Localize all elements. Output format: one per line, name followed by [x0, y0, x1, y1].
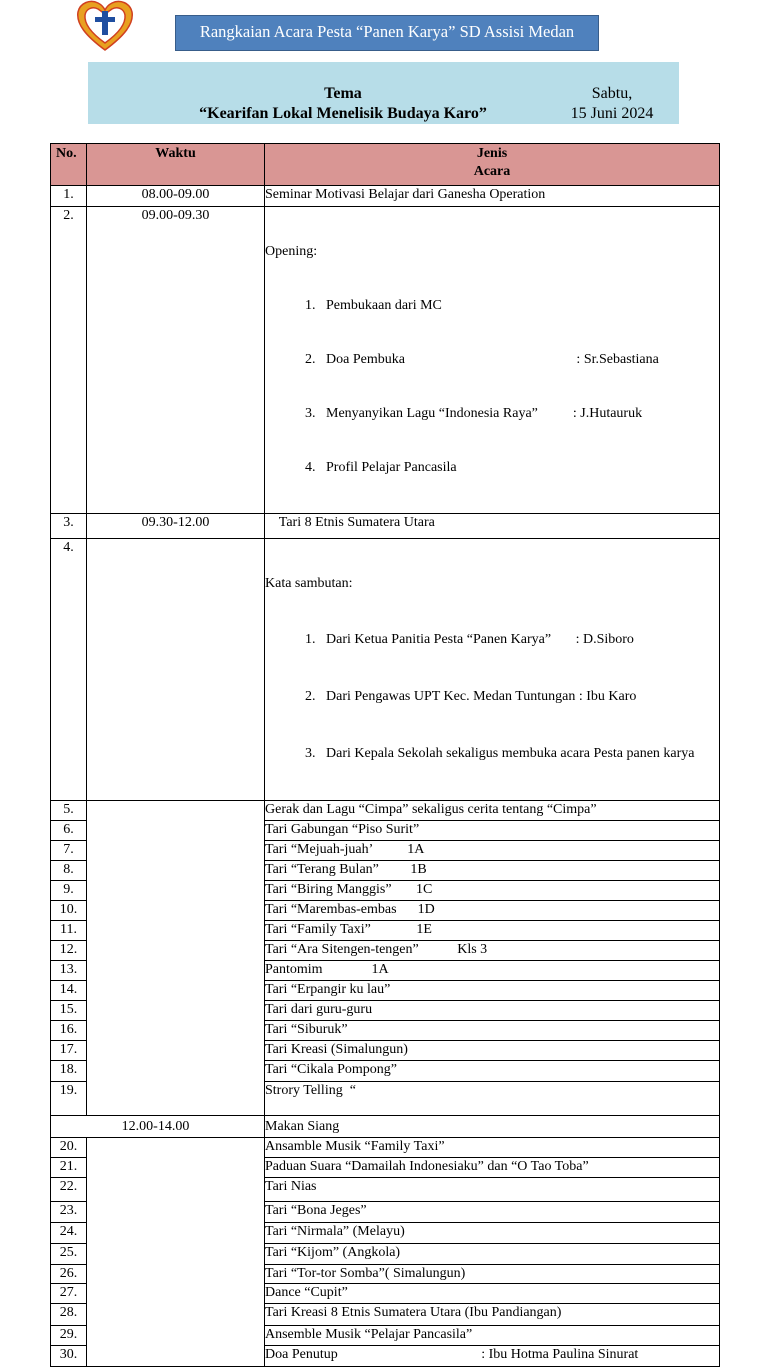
row-activity: Tari “Siburuk”: [265, 1021, 720, 1041]
row-number: 29.: [51, 1326, 87, 1346]
row-number: 4.: [51, 539, 87, 801]
row-activity: Strory Telling “: [265, 1082, 720, 1116]
activity-heading: Kata sambutan:: [265, 576, 353, 591]
table-row: [51, 186, 720, 207]
row-activity: Doa Penutup : Ibu Hotma Paulina Sinurat: [265, 1346, 720, 1367]
row-activity: Tari “Erpangir ku lau”: [265, 981, 720, 1001]
row-time: [87, 801, 265, 1116]
theme-text: “Kearifan Lokal Menelisik Budaya Karo”: [199, 105, 487, 122]
row-activity: Tari “Marembas-embas 1D: [265, 901, 720, 921]
sub-item: 3. Menyanyikan Lagu “Indonesia Raya” : J.Hutauruk: [305, 406, 643, 421]
row-activity: Tari Kreasi 8 Etnis Sumatera Utara (Ibu Pandiangan): [265, 1304, 720, 1326]
event-day: Sabtu,: [591, 85, 633, 102]
lunch-time: 12.00-14.00: [121, 1119, 190, 1134]
row-activity: Tari “Nirmala” (Melayu): [265, 1223, 720, 1244]
row-activity: Tari “Kijom” (Angkola): [265, 1244, 720, 1265]
table-row: [51, 1138, 720, 1158]
row-activity: Ansemble Musik “Pelajar Pancasila”: [265, 1326, 720, 1346]
sub-item: 3. Dari Kepala Sekolah sekaligus membuka acara Pesta panen karya: [305, 746, 695, 761]
table-row: [51, 539, 720, 801]
row-activity: [265, 207, 720, 514]
event-date-block: [556, 84, 668, 124]
schedule-table: [50, 143, 720, 1367]
row-number: 23.: [51, 1202, 87, 1223]
column-header-waktu: Waktu: [87, 144, 265, 186]
row-number: 5.: [51, 801, 87, 821]
row-number: 20.: [51, 1138, 87, 1158]
row-number: 22.: [51, 1178, 87, 1202]
row-number: 1.: [51, 186, 87, 207]
row-time: 09.00-09.30: [87, 207, 265, 514]
column-header-no: No.: [51, 144, 87, 186]
row-activity: Tari “Terang Bulan” 1B: [265, 861, 720, 881]
sub-item: 2. Doa Pembuka : Sr.Sebastiana: [305, 352, 659, 367]
row-number: 6.: [51, 821, 87, 841]
row-activity: Dance “Cupit”: [265, 1284, 720, 1304]
activity-heading: Opening:: [265, 244, 318, 259]
sub-item: 1. Dari Ketua Panitia Pesta “Panen Karya” : D.Siboro: [305, 632, 634, 647]
row-number: 2.: [51, 207, 87, 514]
row-number: 26.: [51, 1265, 87, 1284]
row-number: 30.: [51, 1346, 87, 1367]
row-number: 18.: [51, 1061, 87, 1082]
row-activity: Makan Siang: [265, 1116, 720, 1138]
table-row: [51, 207, 720, 514]
theme-banner: [88, 62, 679, 124]
row-number: 15.: [51, 1001, 87, 1021]
row-activity: Tari “Ara Sitengen-tengen” Kls 3: [265, 941, 720, 961]
row-number: 3.: [51, 514, 87, 539]
theme-label: Tema: [324, 85, 362, 102]
row-number: 16.: [51, 1021, 87, 1041]
theme-block: [88, 84, 598, 124]
row-activity: Tari “Family Taxi” 1E: [265, 921, 720, 941]
row-activity: Paduan Suara “Damailah Indonesiaku” dan “O Tao Toba”: [265, 1158, 720, 1178]
sub-item: 1. Pembukaan dari MC: [305, 298, 442, 313]
column-header-acara: Acara: [473, 164, 511, 179]
row-activity: Tari Nias: [265, 1178, 720, 1202]
row-number: 7.: [51, 841, 87, 861]
row-number: 10.: [51, 901, 87, 921]
row-time: [51, 1116, 265, 1138]
sub-item: 2. Dari Pengawas UPT Kec. Medan Tuntungan : Ibu Karo: [305, 689, 637, 704]
row-number: 17.: [51, 1041, 87, 1061]
sub-item: 4. Profil Pelajar Pancasila: [305, 460, 457, 475]
column-header-jenis: Jenis: [476, 146, 508, 161]
row-activity: Tari “Bona Jeges”: [265, 1202, 720, 1223]
row-activity: Tari 8 Etnis Sumatera Utara: [265, 514, 720, 539]
row-number: 21.: [51, 1158, 87, 1178]
row-time: [87, 539, 265, 801]
table-row: [51, 1116, 720, 1138]
row-activity: Seminar Motivasi Belajar dari Ganesha Operation: [265, 186, 720, 207]
row-number: 11.: [51, 921, 87, 941]
row-number: 24.: [51, 1223, 87, 1244]
row-time: [87, 1138, 265, 1367]
row-number: 13.: [51, 961, 87, 981]
row-activity: Tari “Biring Manggis” 1C: [265, 881, 720, 901]
row-activity: Tari dari guru-guru: [265, 1001, 720, 1021]
row-number: 8.: [51, 861, 87, 881]
row-number: 19.: [51, 1082, 87, 1116]
row-activity: Gerak dan Lagu “Cimpa” sekaligus cerita tentang “Cimpa”: [265, 801, 720, 821]
row-activity: [265, 539, 720, 801]
school-logo-icon: [74, 0, 136, 52]
table-header-row: [51, 144, 720, 186]
row-activity: Tari Kreasi (Simalungun): [265, 1041, 720, 1061]
row-number: 9.: [51, 881, 87, 901]
row-number: 25.: [51, 1244, 87, 1265]
row-time: 09.30-12.00: [87, 514, 265, 539]
row-number: 28.: [51, 1304, 87, 1326]
row-activity: Tari “Tor-tor Somba”( Simalungun): [265, 1265, 720, 1284]
row-activity: Tari Gabungan “Piso Surit”: [265, 821, 720, 841]
row-activity: Ansamble Musik “Family Taxi”: [265, 1138, 720, 1158]
row-time: 08.00-09.00: [87, 186, 265, 207]
event-date: 15 Juni 2024: [570, 105, 654, 122]
row-number: 12.: [51, 941, 87, 961]
table-row: [51, 801, 720, 821]
table-row: [51, 514, 720, 539]
row-number: 14.: [51, 981, 87, 1001]
document-title: Rangkaian Acara Pesta “Panen Karya” SD Assisi Medan: [175, 15, 599, 51]
row-activity: Pantomim 1A: [265, 961, 720, 981]
column-header-jenis-acara: [265, 144, 720, 186]
row-activity: Tari “Mejuah-juah’ 1A: [265, 841, 720, 861]
row-activity: Tari “Cikala Pompong”: [265, 1061, 720, 1082]
row-number: 27.: [51, 1284, 87, 1304]
